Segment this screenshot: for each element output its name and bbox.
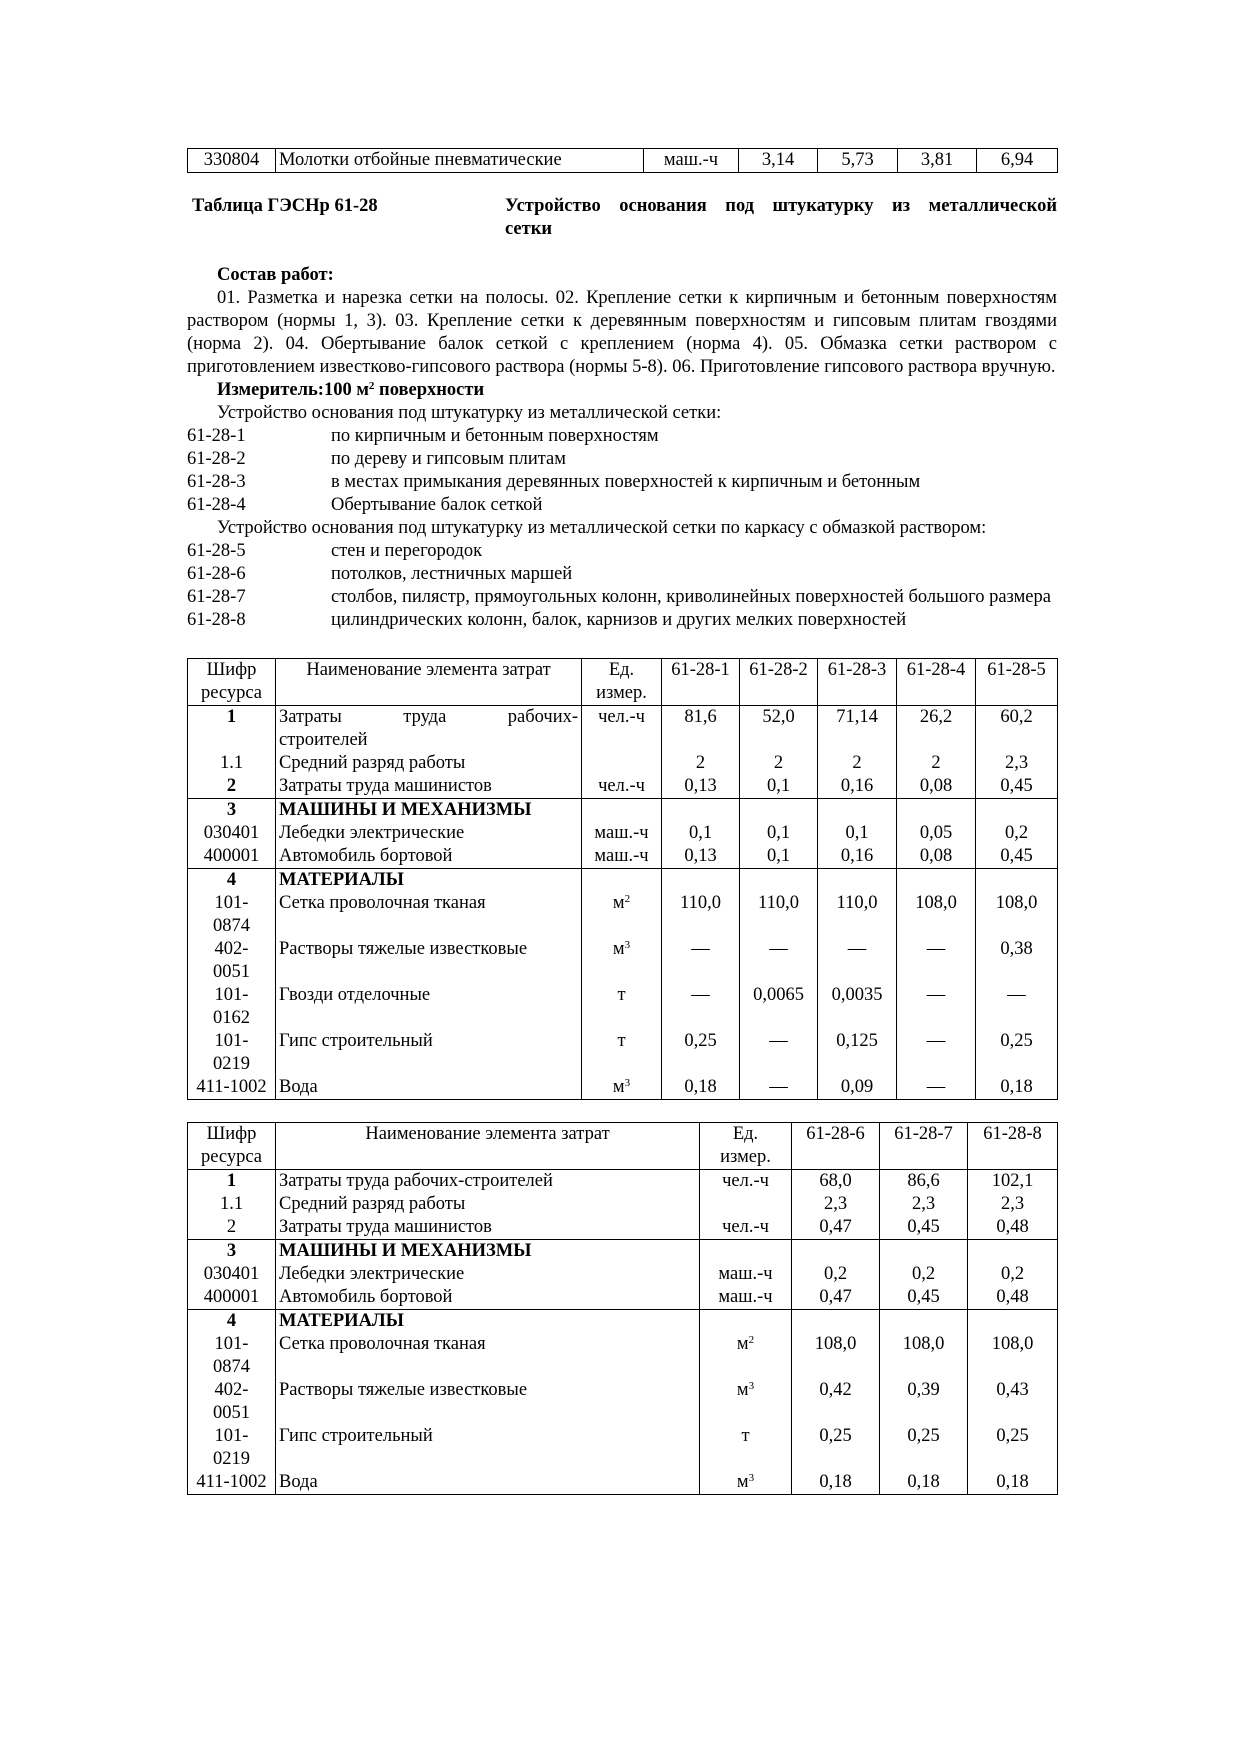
table-cell: Лебедки электрические	[276, 822, 582, 845]
table-cell	[897, 869, 976, 893]
table-cell: 0,38	[976, 938, 1058, 984]
table-cell: 0,13	[662, 845, 740, 869]
section-row-machines	[188, 799, 1058, 823]
table-row	[188, 1425, 1058, 1471]
resource-table-2	[187, 1122, 1058, 1495]
table-cell: Автомобиль бортовой	[276, 1286, 700, 1310]
table-cell: 2	[897, 752, 976, 775]
table-cell: Гипс строительный	[276, 1425, 700, 1471]
table-row	[188, 822, 1058, 845]
table-cell: Затраты труда рабочих-строителей	[276, 1170, 700, 1194]
resource-code: 330804	[188, 149, 276, 173]
table-cell: 2	[818, 752, 897, 775]
table-row	[188, 1216, 1058, 1240]
table-cell: 110,0	[740, 892, 818, 938]
table-cell: 2	[188, 1216, 276, 1240]
table-cell: 0,08	[897, 845, 976, 869]
table-row	[188, 1471, 1058, 1495]
table-cell: 26,2	[897, 706, 976, 753]
header-unit: Ед. измер.	[700, 1123, 792, 1170]
list-item: 61-28-5 стен и перегородок	[187, 541, 483, 561]
table-cell: 108,0	[976, 892, 1058, 938]
table-row	[188, 1379, 1058, 1425]
table-row	[188, 706, 1058, 753]
table-cell: МАТЕРИАЛЫ	[276, 869, 582, 893]
table-cell	[700, 1193, 792, 1216]
header-col: 61-28-2	[740, 659, 818, 706]
list-item: 61-28-8 цилиндрических колонн, балок, карнизов и других мелких поверхностей	[187, 610, 907, 630]
table-cell: чел.-ч	[700, 1170, 792, 1194]
table-cell: 0,39	[880, 1379, 968, 1425]
resource-table-1	[187, 658, 1058, 1100]
meter-line: Измеритель:100 $м^2$ поверхности	[217, 380, 485, 400]
header-col: 61-28-8	[968, 1123, 1058, 1170]
table-cell: 108,0	[792, 1333, 880, 1379]
header-code: Шифр ресурса	[188, 1123, 276, 1170]
table-cell: —	[740, 1030, 818, 1076]
table-code: Таблица ГЭСНр 61-28	[192, 196, 378, 216]
table-cell	[662, 799, 740, 823]
list-item: 61-28-2 по дереву и гипсовым плитам	[187, 449, 566, 469]
table-cell: Вода	[276, 1076, 582, 1100]
table-cell: 110,0	[818, 892, 897, 938]
table-cell: 0,1	[740, 822, 818, 845]
table-cell: —	[662, 984, 740, 1030]
header-code: Шифр ресурса	[188, 659, 276, 706]
table-cell: 0,18	[792, 1471, 880, 1495]
table-cell	[880, 1240, 968, 1264]
table-cell: 402- 0051	[188, 938, 276, 984]
table-cell	[582, 752, 662, 775]
table-cell: 4	[188, 869, 276, 893]
table-cell	[818, 869, 897, 893]
list-item: 61-28-4 Обертывание балок сеткой	[187, 495, 543, 515]
table-cell: 2,3	[976, 752, 1058, 775]
table-cell: маш.-ч	[700, 1286, 792, 1310]
table-cell: Затраты труда рабочих- строителей	[276, 706, 582, 753]
table-cell: 0,1	[740, 845, 818, 869]
table-cell: МАШИНЫ И МЕХАНИЗМЫ	[276, 799, 582, 823]
table-cell: 400001	[188, 1286, 276, 1310]
table-cell: 0,0035	[818, 984, 897, 1030]
header-col: 61-28-3	[818, 659, 897, 706]
list-item: 61-28-1 по кирпичным и бетонным поверхностям	[187, 426, 659, 446]
table-row	[188, 775, 1058, 799]
table-cell: чел.-ч	[582, 706, 662, 753]
table-header-row	[188, 1123, 1058, 1170]
table-cell: 0,16	[818, 775, 897, 799]
table-cell: 0,2	[880, 1263, 968, 1286]
table-cell	[818, 799, 897, 823]
table-cell: маш.-ч	[582, 845, 662, 869]
table-cell: $м^2$	[582, 892, 662, 938]
table-cell	[740, 869, 818, 893]
table-cell: 0,48	[968, 1286, 1058, 1310]
table-cell: 2,3	[968, 1193, 1058, 1216]
group2-intro: Устройство основания под штукатурку из металлической сетки по каркасу с обмазкой раствором:	[217, 518, 987, 538]
table-cell: 1	[188, 706, 276, 753]
table-cell: 3	[188, 1240, 276, 1264]
table-cell: Затраты труда машинистов	[276, 1216, 700, 1240]
table-cell: Средний разряд работы	[276, 1193, 700, 1216]
header-col: 61-28-1	[662, 659, 740, 706]
section-row-materials	[188, 869, 1058, 893]
header-col: 61-28-7	[880, 1123, 968, 1170]
table-heading	[187, 195, 1057, 241]
table-row	[188, 1170, 1058, 1194]
table-cell: 0,45	[880, 1216, 968, 1240]
table-cell: —	[897, 984, 976, 1030]
table-header-row	[188, 659, 1058, 706]
table-cell: 101- 0219	[188, 1425, 276, 1471]
table-cell: —	[740, 1076, 818, 1100]
table-cell: 108,0	[897, 892, 976, 938]
table-cell: 030401	[188, 822, 276, 845]
table-cell: 402- 0051	[188, 1379, 276, 1425]
table-cell: чел.-ч	[700, 1216, 792, 1240]
table-cell: 60,2	[976, 706, 1058, 753]
table-cell: Сетка проволочная тканая	[276, 1333, 700, 1379]
value-cell: 3,81	[898, 149, 977, 173]
composition-label: Состав работ:	[217, 265, 334, 285]
table-cell: 1.1	[188, 1193, 276, 1216]
table-cell: т	[582, 984, 662, 1030]
table-cell	[880, 1310, 968, 1334]
table-cell	[792, 1240, 880, 1264]
table-cell: 2	[188, 775, 276, 799]
table-cell: —	[897, 1076, 976, 1100]
table-cell: МАТЕРИАЛЫ	[276, 1310, 700, 1334]
header-col: 61-28-5	[976, 659, 1058, 706]
table-cell: 0,18	[880, 1471, 968, 1495]
table-cell: 52,0	[740, 706, 818, 753]
table-cell: Средний разряд работы	[276, 752, 582, 775]
table-cell: 1.1	[188, 752, 276, 775]
table-row	[188, 1263, 1058, 1286]
table-cell: 101- 0219	[188, 1030, 276, 1076]
value-cell: 3,14	[739, 149, 818, 173]
table-cell: т	[582, 1030, 662, 1076]
header-col: 61-28-4	[897, 659, 976, 706]
table-row	[188, 892, 1058, 938]
header-name: Наименование элемента затрат	[276, 1123, 700, 1170]
table-cell: —	[818, 938, 897, 984]
table-cell: 2,3	[880, 1193, 968, 1216]
table-cell: т	[700, 1425, 792, 1471]
table-cell: 0,125	[818, 1030, 897, 1076]
work-composition	[187, 264, 1057, 632]
table-row	[188, 1193, 1058, 1216]
table-cell: 0,47	[792, 1216, 880, 1240]
table-cell	[582, 799, 662, 823]
document-page	[187, 148, 1057, 1495]
table-cell: Затраты труда машинистов	[276, 775, 582, 799]
table-cell: 2	[740, 752, 818, 775]
table-cell: 108,0	[968, 1333, 1058, 1379]
group1-intro: Устройство основания под штукатурку из металлической сетки:	[217, 403, 722, 423]
table-cell: 101- 0874	[188, 892, 276, 938]
table-cell: Автомобиль бортовой	[276, 845, 582, 869]
table-cell: 0,25	[662, 1030, 740, 1076]
table-row	[188, 1333, 1058, 1379]
table-cell	[740, 799, 818, 823]
table-cell: 0,1	[740, 775, 818, 799]
table-cell: 0,45	[976, 845, 1058, 869]
table-cell: 0,18	[968, 1471, 1058, 1495]
table-cell: 0,45	[880, 1286, 968, 1310]
table-cell	[968, 1240, 1058, 1264]
table-cell	[700, 1240, 792, 1264]
table-cell: МАШИНЫ И МЕХАНИЗМЫ	[276, 1240, 700, 1264]
table-cell: 0,08	[897, 775, 976, 799]
table-cell: 4	[188, 1310, 276, 1334]
table-cell: 102,1	[968, 1170, 1058, 1194]
header-name: Наименование элемента затрат	[276, 659, 582, 706]
table-row	[188, 1030, 1058, 1076]
table-cell: 0,09	[818, 1076, 897, 1100]
table-cell: 1	[188, 1170, 276, 1194]
table-cell: Растворы тяжелые известковые	[276, 1379, 700, 1425]
table-cell	[700, 1310, 792, 1334]
table-cell	[976, 869, 1058, 893]
table-cell: 2	[662, 752, 740, 775]
table-cell	[976, 799, 1058, 823]
table-cell: чел.-ч	[582, 775, 662, 799]
table-cell: 0,18	[662, 1076, 740, 1100]
table-cell: 411-1002	[188, 1471, 276, 1495]
section-row-machines	[188, 1240, 1058, 1264]
table-cell: маш.-ч	[700, 1263, 792, 1286]
table-row	[188, 1076, 1058, 1100]
table-cell: —	[740, 938, 818, 984]
table-cell: 110,0	[662, 892, 740, 938]
table-row	[188, 149, 1058, 173]
table-cell: 030401	[188, 1263, 276, 1286]
table-cell: 0,45	[976, 775, 1058, 799]
table-row	[188, 1286, 1058, 1310]
table-cell: 0,13	[662, 775, 740, 799]
table-cell: $м^3$	[700, 1379, 792, 1425]
value-cell: 5,73	[818, 149, 898, 173]
table-cell: $м^3$	[582, 1076, 662, 1100]
table-cell	[662, 869, 740, 893]
table-cell: 0,43	[968, 1379, 1058, 1425]
table-cell: 71,14	[818, 706, 897, 753]
value-cell: 6,94	[977, 149, 1058, 173]
table-cell: 400001	[188, 845, 276, 869]
table-cell: 411-1002	[188, 1076, 276, 1100]
table-cell: маш.-ч	[582, 822, 662, 845]
table-cell: 0,1	[662, 822, 740, 845]
table-row	[188, 752, 1058, 775]
table-cell: $м^2$	[700, 1333, 792, 1379]
table-cell: —	[662, 938, 740, 984]
table-cell: 0,25	[880, 1425, 968, 1471]
table-cell: —	[897, 938, 976, 984]
table-cell: Гипс строительный	[276, 1030, 582, 1076]
table-cell: 0,42	[792, 1379, 880, 1425]
table-cell: 0,2	[976, 822, 1058, 845]
table-cell: 0,1	[818, 822, 897, 845]
table-cell	[968, 1310, 1058, 1334]
header-unit: Ед. измер.	[582, 659, 662, 706]
table-cell: 0,25	[968, 1425, 1058, 1471]
table-cell: 86,6	[880, 1170, 968, 1194]
table-cell: Вода	[276, 1471, 700, 1495]
table-cell	[582, 869, 662, 893]
table-cell: 108,0	[880, 1333, 968, 1379]
composition-text: 01. Разметка и нарезка сетки на полосы. 02. Крепление сетки к кирпичным и бетонным поверхностям раствором (нормы 1, 3). 03. Крепление сетки к деревянным поверхностям и гипсовым плитам гвоздями (норма 2). 04. Обертывание балок сеткой с креплением (норма 4). 05. Обмазка сетки раствором с приготовлением известково-гипсового раствора (нормы 5-8). 06. Приготовление гипсового раствора вручную.	[187, 288, 1057, 377]
table-cell: Сетка проволочная тканая	[276, 892, 582, 938]
table-cell: —	[976, 984, 1058, 1030]
header-col: 61-28-6	[792, 1123, 880, 1170]
table-cell: 0,47	[792, 1286, 880, 1310]
table-cell: 81,6	[662, 706, 740, 753]
table-cell: —	[897, 1030, 976, 1076]
table-cell: 2,3	[792, 1193, 880, 1216]
table-cell: 3	[188, 799, 276, 823]
table-cell: $м^3$	[700, 1471, 792, 1495]
table-cell	[897, 799, 976, 823]
table-row	[188, 938, 1058, 984]
unit: маш.-ч	[644, 149, 739, 173]
table-cell: $м^3$	[582, 938, 662, 984]
table-row	[188, 845, 1058, 869]
table-cell: 0,48	[968, 1216, 1058, 1240]
section-row-materials	[188, 1310, 1058, 1334]
table-cell: 0,2	[968, 1263, 1058, 1286]
table-cell	[792, 1310, 880, 1334]
list-item: 61-28-7 столбов, пилястр, прямоугольных колонн, криволинейных поверхностей большого размера	[187, 587, 1051, 607]
table-cell: 0,05	[897, 822, 976, 845]
table-cell: 101- 0162	[188, 984, 276, 1030]
table-cell: 0,18	[976, 1076, 1058, 1100]
table-row	[188, 984, 1058, 1030]
resource-name: Молотки отбойные пневматические	[276, 149, 644, 173]
table-cell: 0,25	[976, 1030, 1058, 1076]
table-cell: 0,16	[818, 845, 897, 869]
table-cell: 0,0065	[740, 984, 818, 1030]
table-cell: 0,25	[792, 1425, 880, 1471]
list-item: 61-28-6 потолков, лестничных маршей	[187, 564, 573, 584]
table-cell: 68,0	[792, 1170, 880, 1194]
table-cell: Гвозди отделочные	[276, 984, 582, 1030]
table-cell: Лебедки электрические	[276, 1263, 700, 1286]
table-cell: Растворы тяжелые известковые	[276, 938, 582, 984]
table-cell: 0,2	[792, 1263, 880, 1286]
table-cell: 101- 0874	[188, 1333, 276, 1379]
previous-table-last-row	[187, 148, 1058, 173]
table-title: Устройство основания под штукатурку из металлической сетки	[505, 196, 1057, 239]
list-item: 61-28-3 в местах примыкания деревянных поверхностей к кирпичным и бетонным	[187, 472, 921, 492]
